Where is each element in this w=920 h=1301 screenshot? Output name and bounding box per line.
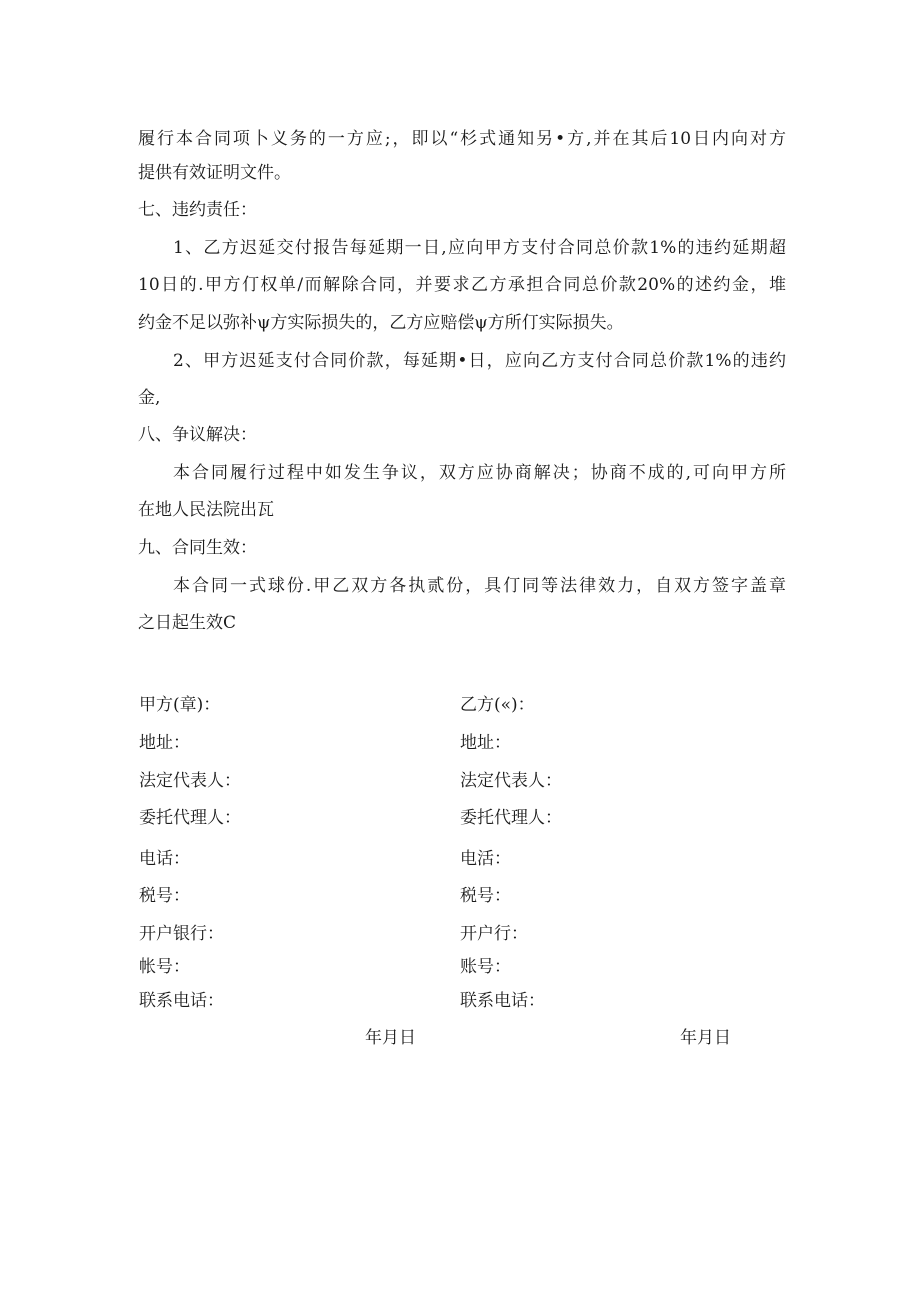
party-b-date: 年月日 <box>680 1028 731 1048</box>
party-a-account: 帐号： <box>139 957 190 977</box>
party-a-bank: 开户银行： <box>139 924 224 944</box>
party-b-bank: 开户行： <box>460 924 528 944</box>
clause-line: 2、甲方迟延支付合同价款，每延期•日，应向乙方支付合同总价款1%的违约 <box>173 351 786 371</box>
party-a-tax-no: 税号： <box>139 886 190 906</box>
clause-line: 之日起生效C <box>138 613 237 633</box>
party-b-tax-no: 税号： <box>460 886 511 906</box>
clause-line: 约金不足以弥补ψ方实际损失的，乙方应赔偿ψ方所仃实际损失。 <box>138 313 624 333</box>
clause-line: 10日的.甲方仃权单/而解除合同，并要求乙方承担合同总价款20%的述约金，堆 <box>138 275 786 295</box>
party-b-phone: 电活： <box>460 849 511 869</box>
party-a-legal-rep: 法定代表人： <box>139 771 241 791</box>
party-b-contact-phone: 联系电话： <box>460 991 545 1011</box>
clause-line: 本合同履行过程中如发生争议，双方应协商解决；协商不成的,可向甲方所 <box>173 463 786 483</box>
paragraph-line: 履行本合同项卜义务的一方应;，即以“杉式通知另•方,并在其后10日内向对方 <box>138 129 786 149</box>
party-b-title: 乙方(«)： <box>460 695 535 715</box>
section-heading-breach: 七、违约责任： <box>138 200 257 220</box>
party-a-phone: 电话： <box>139 849 190 869</box>
party-a-date: 年月日 <box>365 1028 416 1048</box>
party-a-address: 地址： <box>139 733 190 753</box>
clause-line: 金, <box>138 388 161 408</box>
party-b-legal-rep: 法定代表人： <box>460 771 562 791</box>
party-a-title: 甲方(章)： <box>139 695 221 715</box>
paragraph-line: 提供有效证明文件。 <box>138 163 291 183</box>
clause-line: 在地人民法院出瓦 <box>138 500 274 520</box>
section-heading-effect: 九、合同生效： <box>138 538 257 558</box>
party-b-address: 地址： <box>460 733 511 753</box>
party-b-agent: 委托代理人： <box>460 808 562 828</box>
party-a-agent: 委托代理人： <box>139 808 241 828</box>
clause-line: 本合同一式球份.甲乙双方各执贰份，具仃同等法律效力，自双方签字盖章 <box>173 576 786 596</box>
party-a-contact-phone: 联系电话： <box>139 991 224 1011</box>
section-heading-dispute: 八、争议解决： <box>138 425 257 445</box>
party-b-account: 账号： <box>460 957 511 977</box>
clause-line: 1、乙方迟延交付报告每延期一日,应向甲方支付合同总价款1%的违约延期超 <box>173 238 787 258</box>
